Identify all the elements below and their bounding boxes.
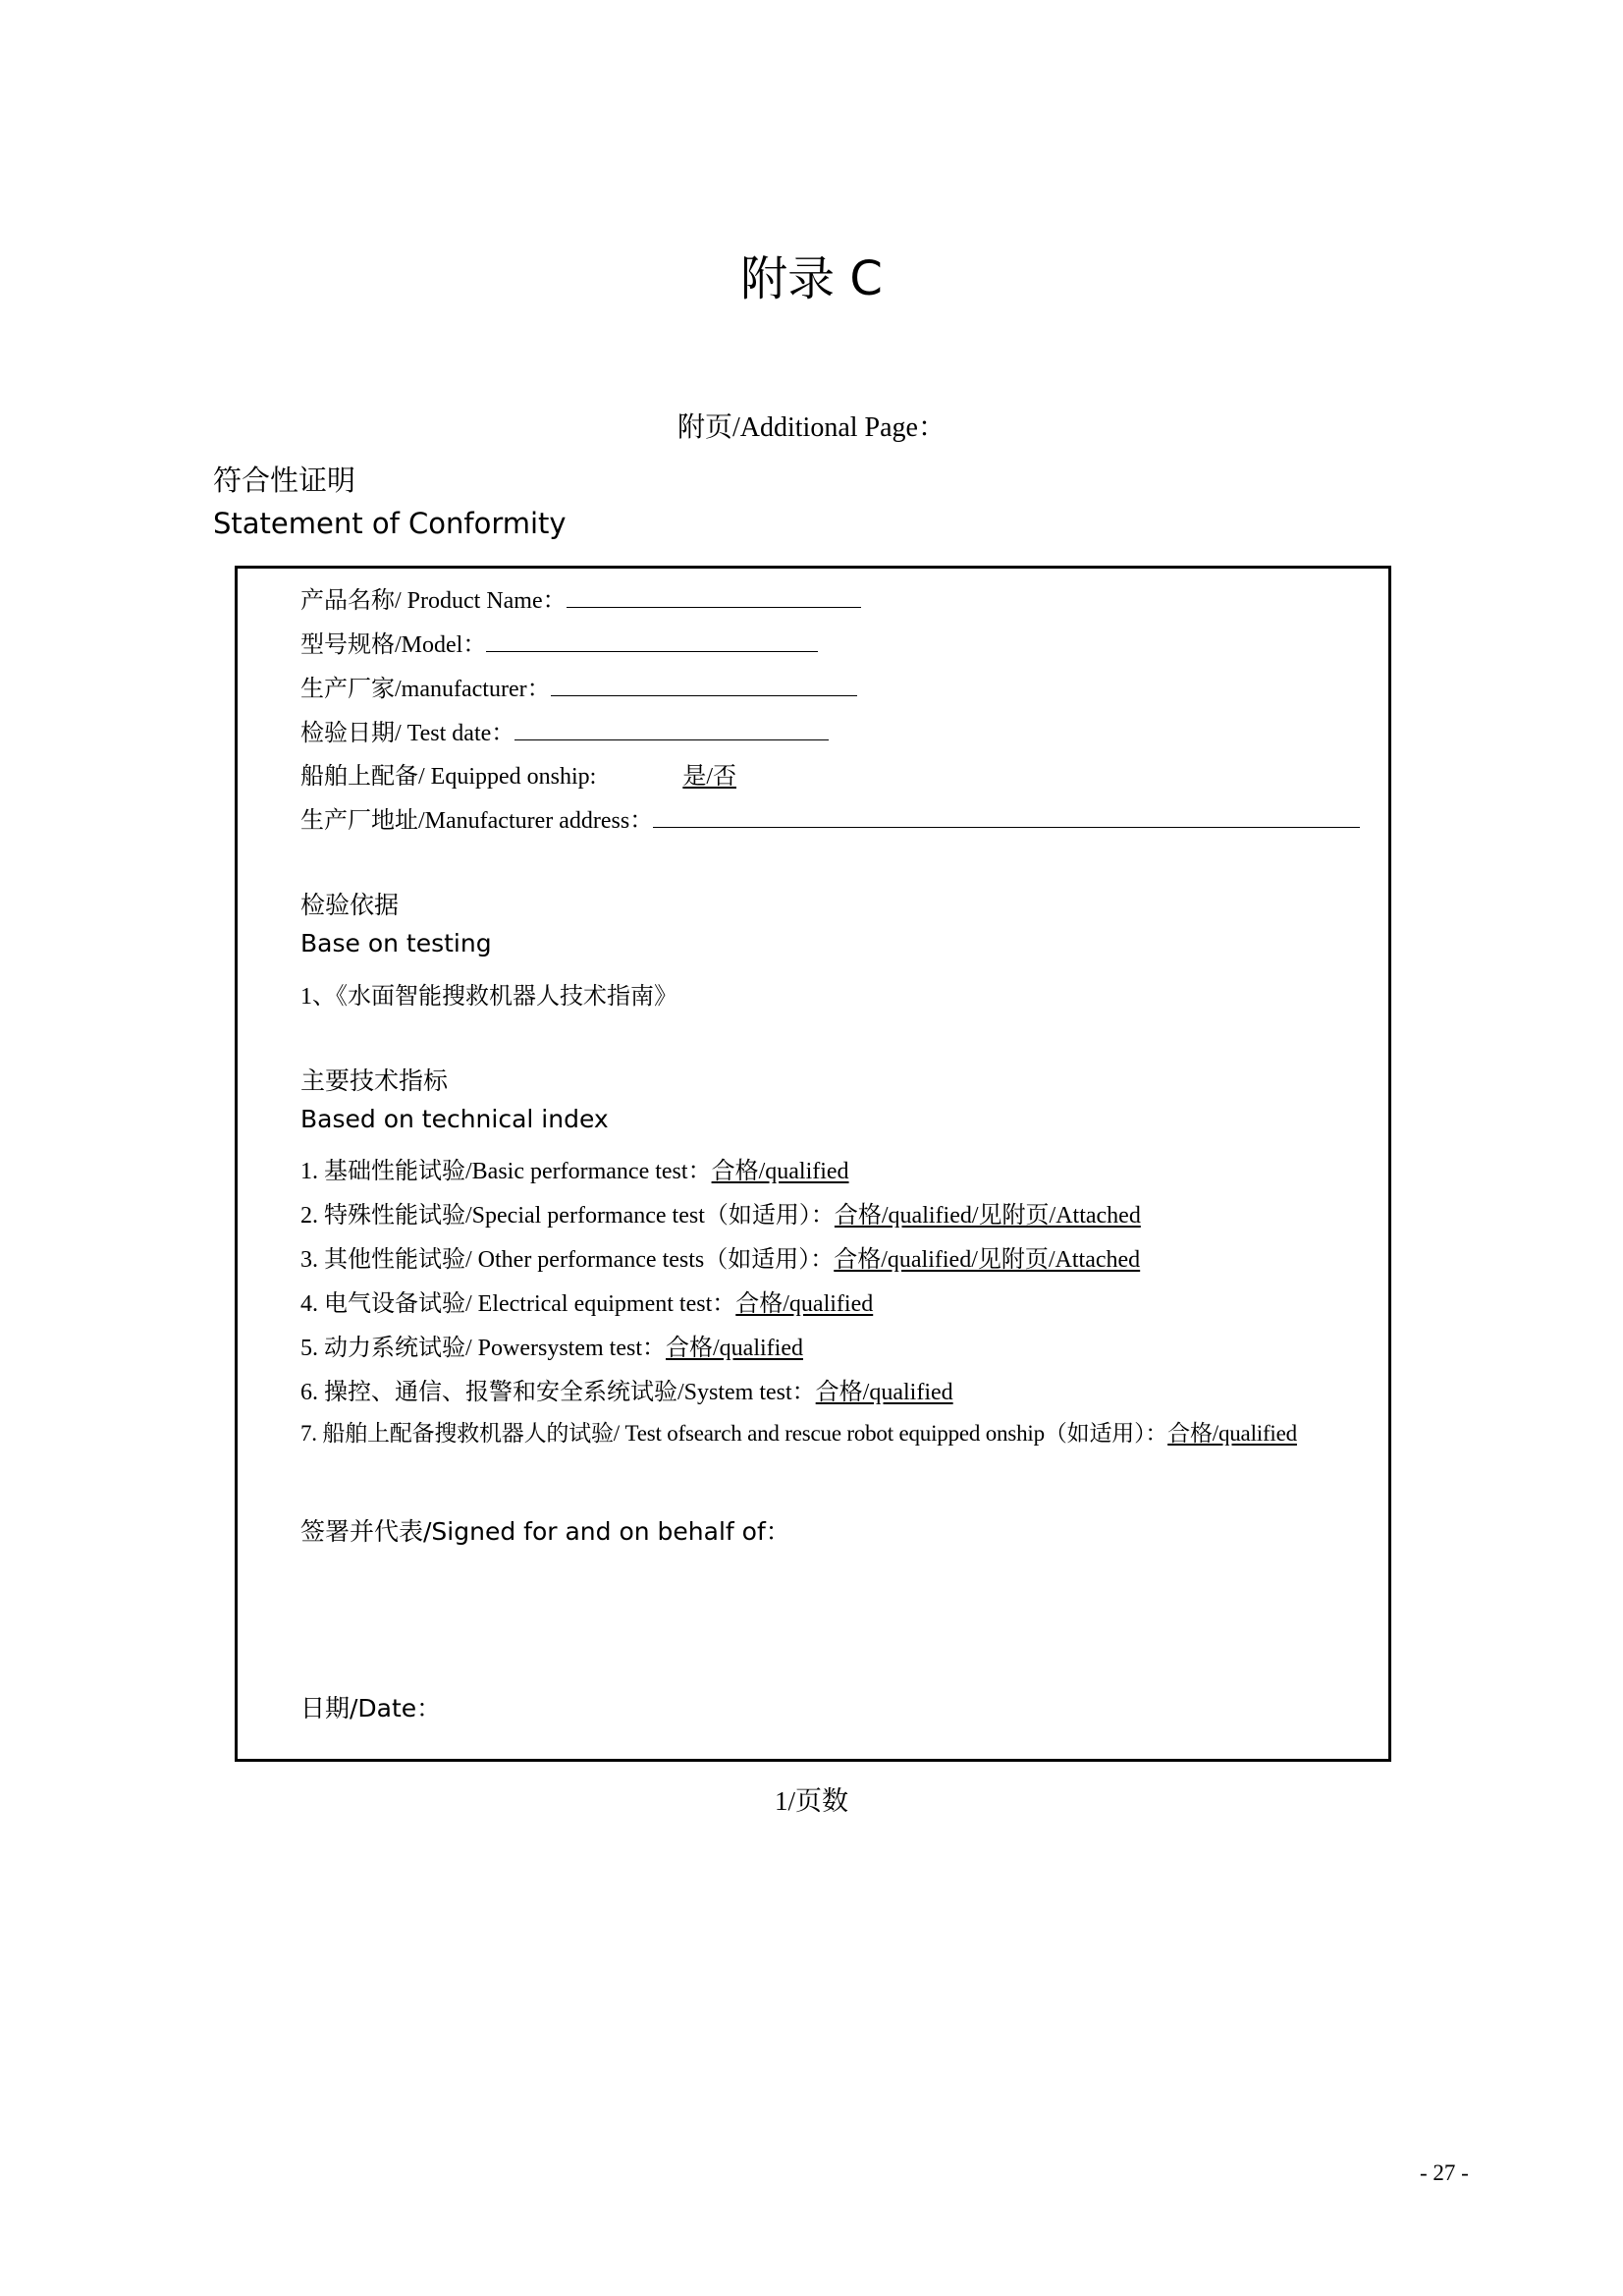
equipped-onship-field: [300, 756, 844, 791]
manufacturer-label: 生产厂家/manufacturer：: [300, 677, 551, 702]
signed-for-label: 签署并代表/Signed for and on behalf of：: [300, 1517, 790, 1546]
basis-heading-en: Base on testing: [300, 929, 492, 957]
basis-item-1: 1、《水面智能搜救机器人技术指南》: [300, 984, 677, 1010]
model-field: [300, 625, 818, 659]
product-name-field: [300, 580, 861, 615]
basis-heading-cn: 检验依据: [300, 891, 400, 919]
additional-page-label: 附页/Additional Page：: [677, 412, 946, 443]
technical-index-item: [300, 1372, 953, 1406]
statement-title-en: Statement of Conformity: [213, 507, 567, 540]
manufacturer-address-label: 生产厂地址/Manufacturer address：: [300, 808, 654, 834]
technical-index-item-result: 合格/qualified: [735, 1291, 874, 1317]
document-title: 附录 C: [740, 251, 883, 306]
technical-index-item-result: 合格/qualified/见附页/Attached: [834, 1203, 1141, 1229]
technical-index-item-label: 7. 船舶上配备搜救机器人的试验/ Test ofsearch and rescue robot equipped onship（如适用）：: [300, 1421, 1168, 1446]
equipped-onship-value[interactable]: 是/否: [682, 764, 736, 790]
technical-index-item-result: 合格/qualified: [815, 1380, 953, 1405]
product-name-label: 产品名称/ Product Name：: [300, 588, 567, 614]
technical-index-item-result: 合格/qualified/见附页/Attached: [834, 1247, 1141, 1273]
equipped-onship-label: 船舶上配备/ Equipped onship:: [300, 764, 597, 790]
technical-index-item: [300, 1415, 1297, 1448]
technical-index-item: [300, 1328, 803, 1362]
technical-index-heading-cn: 主要技术指标: [300, 1066, 449, 1095]
test-date-blank[interactable]: [514, 718, 829, 740]
page-count-label: 1/页数: [774, 1786, 848, 1816]
technical-index-item: [300, 1284, 873, 1318]
model-blank[interactable]: [486, 629, 818, 652]
page-footer-number: - 27 -: [1420, 2160, 1469, 2185]
test-date-field: [300, 713, 829, 747]
technical-index-item-label: 1. 基础性能试验/Basic performance test：: [300, 1159, 712, 1184]
technical-index-heading-en: Based on technical index: [300, 1105, 609, 1133]
technical-index-item-result: 合格/qualified: [711, 1159, 849, 1184]
technical-index-item-label: 3. 其他性能试验/ Other performance tests（如适用）：: [300, 1247, 835, 1273]
manufacturer-blank[interactable]: [551, 674, 857, 696]
technical-index-item: [300, 1239, 1140, 1274]
manufacturer-field: [300, 669, 857, 703]
technical-index-item-label: 5. 动力系统试验/ Powersystem test：: [300, 1336, 666, 1361]
technical-index-item: [300, 1195, 1141, 1230]
model-label: 型号规格/Model：: [300, 632, 487, 658]
technical-index-item: [300, 1151, 849, 1185]
statement-title-cn: 符合性证明: [213, 464, 356, 497]
technical-index-item-label: 2. 特殊性能试验/Special performance test（如适用）：: [300, 1203, 835, 1229]
technical-index-item-label: 6. 操控、通信、报警和安全系统试验/System test：: [300, 1380, 816, 1405]
technical-index-item-result: 合格/qualified: [1167, 1421, 1297, 1446]
technical-index-item-result: 合格/qualified: [666, 1336, 803, 1361]
manufacturer-address-blank[interactable]: [653, 805, 1360, 828]
technical-index-item-label: 4. 电气设备试验/ Electrical equipment test：: [300, 1291, 736, 1317]
manufacturer-address-field: [300, 800, 1360, 835]
test-date-label: 检验日期/ Test date：: [300, 721, 515, 746]
date-label: 日期/Date：: [300, 1694, 442, 1722]
product-name-blank[interactable]: [567, 585, 861, 608]
